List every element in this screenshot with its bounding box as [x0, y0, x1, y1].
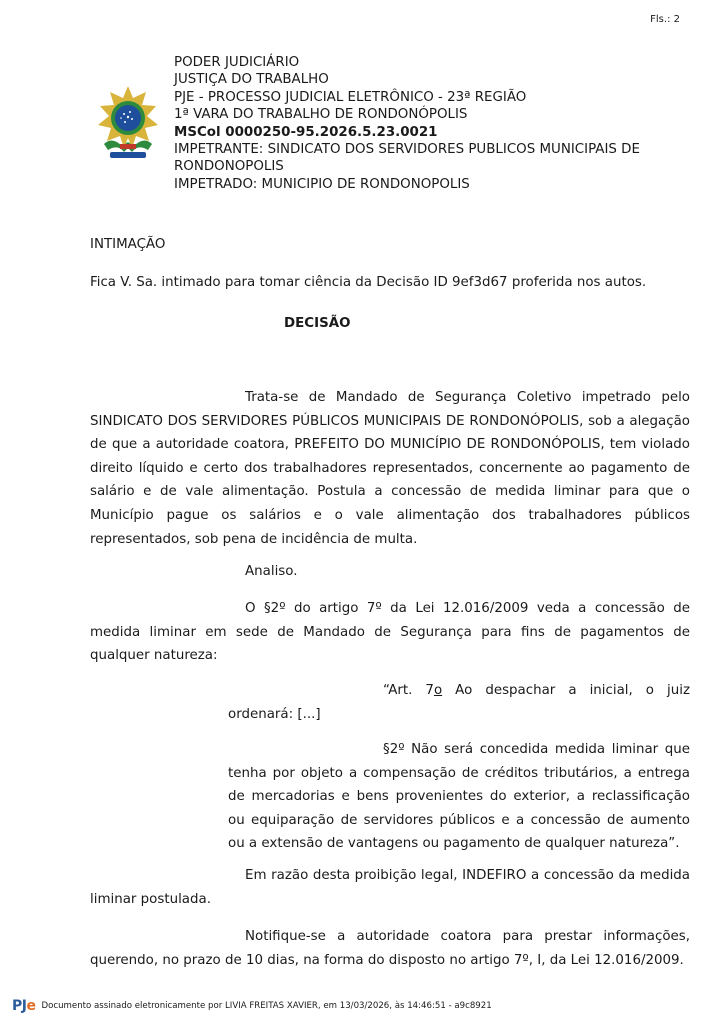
signature-footer	[12, 998, 492, 1014]
quote-article-end: Ao despachar a inicial, o juiz ordenará: [...]	[228, 683, 690, 722]
court-line-1: PODER JUDICIÁRIO	[174, 55, 300, 70]
signature-text: Documento assinado eletronicamente por LIVIA FREITAS XAVIER, em 13/03/2026, às 14:46:51 - a9c8921	[41, 1001, 492, 1011]
case-number: MSCol 0000250-95.2026.5.23.0021	[174, 124, 438, 140]
court-line-4: 1ª VARA DO TRABALHO DE RONDONÓPOLIS	[174, 107, 468, 123]
quote-article	[228, 679, 690, 726]
paragraph-5: Notifique-se a autoridade coatora para prestar informações, querendo, no prazo de 10 dias, na forma do disposto no artigo 7º, I, da Lei 12.016/2009.	[90, 929, 690, 968]
paragraph-1: Trata-se de Mandado de Segurança Coletivo impetrado pelo SINDICATO DOS SERVIDORES PÚBLICOS MUNICIPAIS DE RONDONÓPOLIS, sob a alegação de que a autoridade coatora, PREFEITO DO MUNICÍPIO DE RONDONÓPOLIS, tem violado direito líquido e certo dos trabalhadores representados, concernente ao pagamento de salário e de vale alimentação. Postula a concessão de medida liminar para que o Município pague os salários e o vale alimentação dos trabalhadores públicos representados, sob pena de incidência de multa.	[90, 390, 690, 547]
court-line-3: PJE - PROCESSO JUDICIAL ELETRÔNICO - 23ª REGIÃO	[174, 89, 527, 105]
quote-paragraph: §2º Não será concedida medida liminar que tenha por objeto a compensação de créditos tributários, a entrega de mercadorias e bens provenientes do exterior, a reclassificação ou equiparação de servidores públicos e a concessão de aumento ou a extensão de vantagens ou pagamento de qualquer natureza”.	[228, 742, 690, 852]
pje-logo-accent: e	[26, 998, 36, 1014]
brazil-coat-of-arms-icon	[92, 84, 164, 164]
notice-text: Fica V. Sa. intimado para tomar ciência da Decisão ID 9ef3d67 proferida nos autos.	[90, 275, 647, 290]
page-number: Fls.: 2	[650, 14, 680, 25]
paragraph-4: Em razão desta proibição legal, INDEFIRO a concessão da medida liminar postulada.	[90, 868, 690, 907]
court-line-2: JUSTIÇA DO TRABALHO	[174, 72, 329, 88]
intimacao-heading: INTIMAÇÃO	[90, 237, 166, 252]
decision-title: DECISÃO	[284, 316, 351, 331]
paragraph-2: Analiso.	[245, 564, 298, 579]
quote-article-start: “Art. 7	[383, 683, 434, 698]
quote-article-ordinal: o	[433, 683, 443, 698]
paragraph-3: O §2º do artigo 7º da Lei 12.016/2009 veda a concessão de medida liminar em sede de Mandado de Segurança para fins de pagamentos de qualquer natureza:	[90, 601, 690, 664]
pje-logo-main: PJ	[12, 998, 27, 1014]
impetrado: IMPETRADO: MUNICIPIO DE RONDONOPOLIS	[174, 176, 470, 192]
pje-logo	[12, 998, 35, 1014]
impetrante: IMPETRANTE: SINDICATO DOS SERVIDORES PUBLICOS MUNICIPAIS DE RONDONOPOLIS	[174, 142, 640, 175]
header-block	[174, 54, 674, 193]
